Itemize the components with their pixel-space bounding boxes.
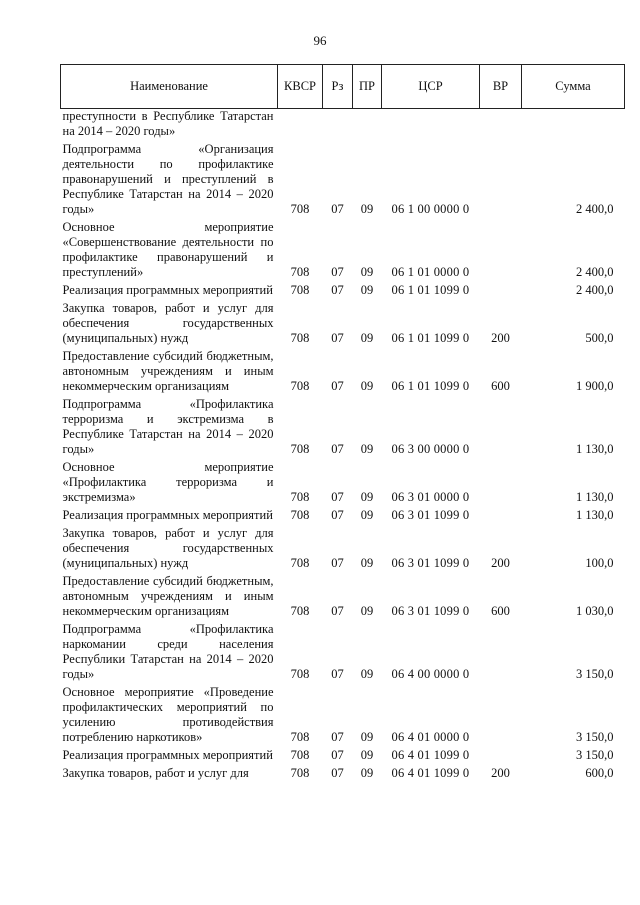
cell-csr: 06 3 01 1099 0 <box>391 556 470 570</box>
cell-csr: 06 3 01 1099 0 <box>391 508 470 522</box>
table-row <box>61 219 625 282</box>
table-row <box>61 109 625 142</box>
cell-sum: 100,0 <box>585 556 614 570</box>
cell-name: Подпрограмма «Организация деятельности по профилактике правонарушений и преступлений в Республике Татарстан на 2014 – 2020 годы» <box>62 142 274 216</box>
cell-pr: 09 <box>360 331 374 345</box>
cell-sum: 600,0 <box>585 766 614 780</box>
cell-csr <box>382 109 480 142</box>
cell-vr <box>480 684 522 747</box>
cell-sum: 1 130,0 <box>576 442 614 456</box>
cell-sum: 3 150,0 <box>576 730 614 744</box>
cell-kvsr: 708 <box>290 667 310 681</box>
cell-rz: 07 <box>331 331 344 345</box>
cell-name: Реализация программных мероприятий <box>62 748 273 762</box>
cell-name: Закупка товаров, работ и услуг для обеспечения государственных (муниципальных) нужд <box>62 301 274 345</box>
cell-vr <box>480 459 522 507</box>
cell-pr: 09 <box>360 283 374 297</box>
cell-vr: 200 <box>491 766 510 780</box>
cell-rz: 07 <box>331 604 344 618</box>
column-header-vr: ВР <box>480 65 522 109</box>
cell-sum <box>522 109 625 142</box>
cell-kvsr: 708 <box>290 442 310 456</box>
cell-csr: 06 1 01 0000 0 <box>391 265 470 279</box>
table-row <box>61 348 625 396</box>
cell-pr: 09 <box>360 604 374 618</box>
cell-sum: 1 130,0 <box>576 508 614 522</box>
cell-csr: 06 1 01 1099 0 <box>391 331 470 345</box>
page-number: 96 <box>313 33 327 48</box>
cell-rz: 07 <box>331 508 344 522</box>
column-header-name: Наименование <box>61 65 278 109</box>
table-row <box>61 765 625 783</box>
cell-pr: 09 <box>360 667 374 681</box>
column-header-rz: Рз <box>323 65 353 109</box>
cell-vr: 600 <box>491 379 510 393</box>
cell-vr: 200 <box>491 556 510 570</box>
cell-pr: 09 <box>360 490 374 504</box>
cell-pr: 09 <box>360 508 374 522</box>
cell-name: преступности в Республике Татарстан на 2014 – 2020 годы» <box>62 109 274 138</box>
column-header-kvsr: КВСР <box>278 65 323 109</box>
table-row <box>61 141 625 219</box>
cell-name: Предоставление субсидий бюджетным, автономным учреждениям и иным некоммерческим организациям <box>62 349 274 393</box>
cell-vr <box>480 396 522 459</box>
cell-rz: 07 <box>331 265 344 279</box>
cell-sum: 2 400,0 <box>576 202 614 216</box>
cell-csr: 06 4 00 0000 0 <box>391 667 470 681</box>
cell-rz: 07 <box>331 748 344 762</box>
cell-kvsr: 708 <box>290 604 310 618</box>
cell-sum: 3 150,0 <box>576 667 614 681</box>
cell-kvsr: 708 <box>290 283 310 297</box>
table-row <box>61 507 625 525</box>
cell-kvsr: 708 <box>290 508 310 522</box>
cell-sum: 1 900,0 <box>576 379 614 393</box>
table-row <box>61 684 625 747</box>
cell-vr <box>480 141 522 219</box>
cell-vr <box>480 747 522 765</box>
cell-csr: 06 4 01 1099 0 <box>391 766 470 780</box>
cell-pr: 09 <box>360 730 374 744</box>
cell-kvsr: 708 <box>290 748 310 762</box>
cell-rz: 07 <box>331 283 344 297</box>
cell-vr <box>480 507 522 525</box>
cell-csr: 06 4 01 1099 0 <box>391 748 470 762</box>
cell-name: Основное мероприятие «Профилактика терроризма и экстремизма» <box>62 460 274 504</box>
cell-name: Реализация программных мероприятий <box>62 508 273 522</box>
cell-kvsr: 708 <box>290 331 310 345</box>
cell-rz: 07 <box>331 202 344 216</box>
cell-kvsr <box>278 109 323 142</box>
cell-sum: 1 130,0 <box>576 490 614 504</box>
cell-vr: 200 <box>491 331 510 345</box>
budget-table <box>60 64 625 783</box>
cell-name: Подпрограмма «Профилактика терроризма и экстремизма в Республике Татарстан на 2014 – 2020 годы» <box>62 397 274 456</box>
cell-name: Реализация программных мероприятий <box>62 283 273 297</box>
cell-csr: 06 1 01 1099 0 <box>391 283 470 297</box>
cell-pr: 09 <box>360 265 374 279</box>
cell-kvsr: 708 <box>290 265 310 279</box>
column-header-sum: Сумма <box>522 65 625 109</box>
table-row <box>61 300 625 348</box>
cell-pr: 09 <box>360 748 374 762</box>
cell-sum: 3 150,0 <box>576 748 614 762</box>
cell-kvsr: 708 <box>290 490 310 504</box>
cell-sum: 2 400,0 <box>576 265 614 279</box>
cell-rz: 07 <box>331 556 344 570</box>
cell-sum: 500,0 <box>585 331 614 345</box>
cell-pr: 09 <box>360 442 374 456</box>
cell-pr: 09 <box>360 556 374 570</box>
cell-kvsr: 708 <box>290 202 310 216</box>
table-body <box>61 109 625 784</box>
cell-kvsr: 708 <box>290 556 310 570</box>
cell-csr: 06 3 01 1099 0 <box>391 604 470 618</box>
cell-kvsr: 708 <box>290 730 310 744</box>
column-header-pr: ПР <box>353 65 382 109</box>
cell-name: Предоставление субсидий бюджетным, автономным учреждениям и иным некоммерческим организациям <box>62 574 274 618</box>
cell-pr: 09 <box>360 766 374 780</box>
cell-name: Основное мероприятие «Совершенствование деятельности по профилактике правонарушений и преступлений» <box>62 220 274 279</box>
cell-pr <box>353 109 382 142</box>
cell-rz: 07 <box>331 766 344 780</box>
cell-vr <box>480 219 522 282</box>
cell-vr <box>480 621 522 684</box>
cell-sum: 2 400,0 <box>576 283 614 297</box>
cell-rz <box>323 109 353 142</box>
cell-kvsr: 708 <box>290 766 310 780</box>
cell-csr: 06 1 00 0000 0 <box>391 202 470 216</box>
table-row <box>61 621 625 684</box>
table-row <box>61 396 625 459</box>
column-header-csr: ЦСР <box>382 65 480 109</box>
cell-rz: 07 <box>331 490 344 504</box>
cell-rz: 07 <box>331 667 344 681</box>
cell-name: Закупка товаров, работ и услуг для <box>62 766 249 780</box>
cell-csr: 06 1 01 1099 0 <box>391 379 470 393</box>
cell-kvsr: 708 <box>290 379 310 393</box>
cell-pr: 09 <box>360 379 374 393</box>
table-header <box>61 65 625 109</box>
cell-rz: 07 <box>331 379 344 393</box>
table-row <box>61 573 625 621</box>
cell-sum: 1 030,0 <box>576 604 614 618</box>
cell-rz: 07 <box>331 730 344 744</box>
table-row <box>61 747 625 765</box>
cell-name: Закупка товаров, работ и услуг для обеспечения государственных (муниципальных) нужд <box>62 526 274 570</box>
cell-csr: 06 4 01 0000 0 <box>391 730 470 744</box>
cell-vr <box>480 282 522 300</box>
table-row <box>61 525 625 573</box>
cell-pr: 09 <box>360 202 374 216</box>
cell-vr: 600 <box>491 604 510 618</box>
cell-name: Основное мероприятие «Проведение профилактических мероприятий по усилению противодействия потреблению наркотиков» <box>62 685 274 744</box>
cell-rz: 07 <box>331 442 344 456</box>
cell-name: Подпрограмма «Профилактика наркомании среди населения Республики Татарстан на 2014 – 2020 годы» <box>62 622 274 681</box>
table-row <box>61 459 625 507</box>
cell-vr <box>480 109 522 142</box>
cell-csr: 06 3 01 0000 0 <box>391 490 470 504</box>
table-row <box>61 282 625 300</box>
cell-csr: 06 3 00 0000 0 <box>391 442 470 456</box>
